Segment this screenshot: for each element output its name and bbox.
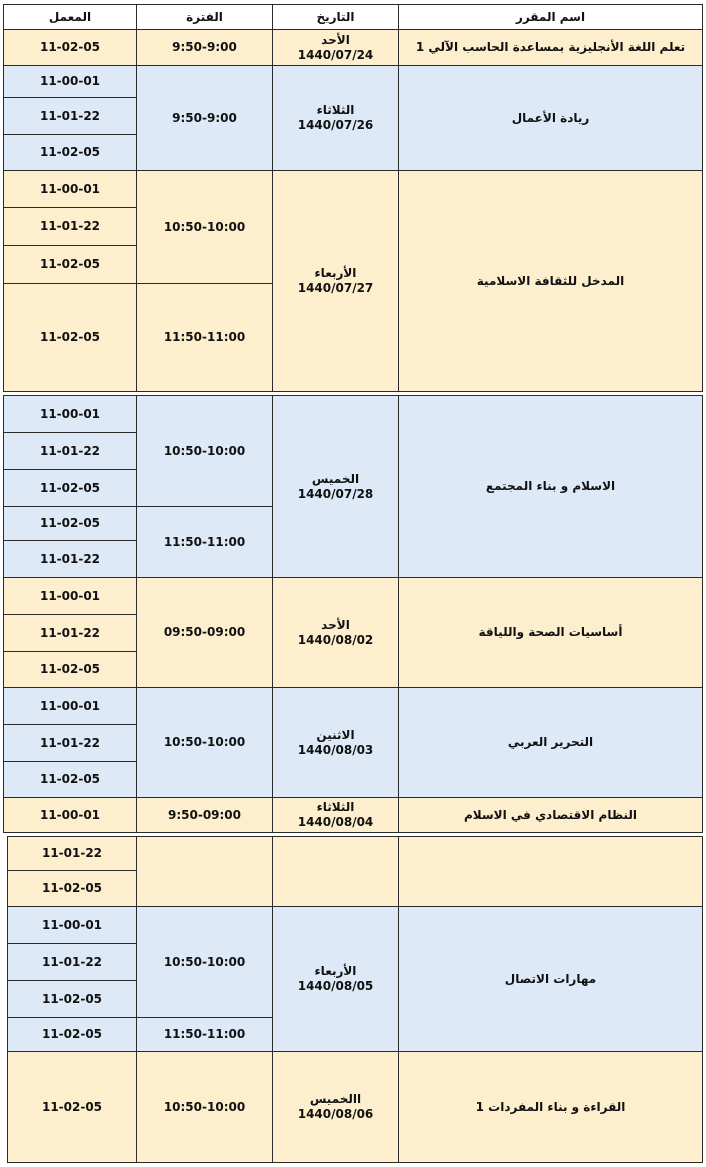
period-cell xyxy=(136,687,273,798)
cell-text: 11-02-05 xyxy=(39,145,101,159)
cell-text: 10:50-10:00 xyxy=(163,954,246,969)
date-cell xyxy=(272,65,399,171)
lab-cell xyxy=(3,207,137,246)
cell-text: 10:50-10:00 xyxy=(163,735,246,749)
lab-cell xyxy=(3,245,137,284)
date-cell xyxy=(272,395,399,578)
cell-text: 11-00-01 xyxy=(39,74,101,88)
cell-text: الاثنين 1440/08/03 xyxy=(297,727,374,757)
cell-text: مهارات الاتصال xyxy=(504,971,597,986)
lab-cell xyxy=(7,980,137,1018)
cell-text: الخميس 1440/07/28 xyxy=(297,471,374,501)
period-cell xyxy=(136,906,273,1018)
lab-cell xyxy=(7,943,137,981)
lab-cell xyxy=(7,1017,137,1052)
cell-text: 11:50-11:00 xyxy=(163,534,246,549)
cell-text: 09:50-09:00 xyxy=(163,625,246,639)
course-cell xyxy=(398,395,703,578)
cell-text: 11-02-05 xyxy=(39,257,101,271)
period-cell xyxy=(136,1051,273,1163)
cell-text: 9:50-09:00 xyxy=(167,807,242,822)
lab-cell xyxy=(7,906,137,944)
cell-text: 9:50-9:00 xyxy=(172,110,237,125)
cell-text: 11-01-22 xyxy=(39,625,101,640)
cell-text: 11-02-05 xyxy=(39,330,101,344)
cell-text: 11-02-05 xyxy=(41,991,103,1006)
cell-text: الثلاثاء 1440/08/04 xyxy=(297,800,374,829)
cell-text: الثلاثاء 1440/07/26 xyxy=(297,103,374,132)
date-cell xyxy=(272,170,399,392)
empty-course-cell xyxy=(398,836,703,907)
lab-cell xyxy=(3,29,137,66)
course-cell xyxy=(398,687,703,798)
cell-text: المعمل xyxy=(48,9,92,24)
lab-cell xyxy=(3,170,137,208)
cell-text: 11-02-05 xyxy=(41,1099,103,1114)
lab-cell xyxy=(7,870,137,907)
cell-text: 11-01-22 xyxy=(39,443,101,458)
lab-cell xyxy=(3,283,137,392)
course-cell xyxy=(398,170,703,392)
cell-text: 11-00-01 xyxy=(39,406,101,421)
lab-cell xyxy=(3,724,137,762)
period-cell xyxy=(136,506,273,578)
cell-text: 11:50-11:00 xyxy=(163,1027,246,1041)
lab-cell xyxy=(3,614,137,652)
cell-text: 11-00-01 xyxy=(39,181,101,196)
header-lab xyxy=(3,4,137,30)
lab-cell xyxy=(3,651,137,688)
lab-cell xyxy=(3,134,137,171)
cell-text: 10:50-10:00 xyxy=(163,443,246,458)
cell-text: 11-02-05 xyxy=(41,1027,103,1041)
cell-text: الفترة xyxy=(186,9,223,24)
cell-text: 11-00-01 xyxy=(41,917,103,932)
lab-cell xyxy=(3,395,137,433)
cell-text: 11-00-01 xyxy=(39,588,101,603)
cell-text: 11-00-01 xyxy=(39,807,101,822)
empty-date-cell xyxy=(272,836,399,907)
lab-cell xyxy=(3,65,137,98)
lab-cell xyxy=(3,797,137,833)
cell-text: 11-01-22 xyxy=(39,108,101,123)
header-course xyxy=(398,4,703,30)
period-cell xyxy=(136,283,273,392)
cell-text: 11-02-05 xyxy=(39,772,101,786)
cell-text: 11-02-05 xyxy=(39,662,101,676)
date-cell xyxy=(272,687,399,798)
cell-text: 11-01-22 xyxy=(39,735,101,750)
course-cell xyxy=(398,65,703,171)
course-cell xyxy=(398,29,703,66)
cell-text: الأحد 1440/08/02 xyxy=(297,617,374,647)
cell-text: 11:50-11:00 xyxy=(163,330,246,344)
lab-cell xyxy=(7,1051,137,1163)
lab-cell xyxy=(3,506,137,541)
cell-text: التاريخ xyxy=(316,9,355,24)
date-cell xyxy=(272,577,399,688)
lab-cell xyxy=(3,432,137,470)
header-date xyxy=(272,4,399,30)
course-cell xyxy=(398,797,703,833)
header-period xyxy=(136,4,273,30)
period-cell xyxy=(136,29,273,66)
cell-text: ريادة الأعمال xyxy=(511,110,590,125)
cell-text: أساسيات الصحة واللياقة xyxy=(478,625,623,639)
cell-text: 11-02-05 xyxy=(39,480,101,495)
cell-text: 11-02-05 xyxy=(39,516,101,530)
cell-text: المدخل للثقافة الاسلامية xyxy=(476,273,625,288)
empty-period-cell xyxy=(136,836,273,907)
cell-text: 10:50-10:00 xyxy=(163,1099,246,1114)
cell-text: 10:50-10:00 xyxy=(163,219,246,234)
period-cell xyxy=(136,65,273,171)
cell-text: الاسلام و بناء المجتمع xyxy=(485,479,616,493)
lab-cell xyxy=(3,577,137,615)
date-cell xyxy=(272,797,399,833)
cell-text: 9:50-9:00 xyxy=(172,40,237,54)
cell-text: 11-01-22 xyxy=(39,219,101,233)
cell-text: القراءة و بناء المفردات 1 xyxy=(475,1099,626,1114)
period-cell xyxy=(136,1017,273,1052)
cell-text: االخميس 1440/08/06 xyxy=(297,1092,374,1121)
cell-text: 11-00-01 xyxy=(39,698,101,713)
cell-text: 11-01-22 xyxy=(41,954,103,969)
period-cell xyxy=(136,170,273,284)
date-cell xyxy=(272,906,399,1052)
cell-text: تعلم اللغة الأنجليزية بمساعدة الحاسب الآلي 1 xyxy=(415,40,686,54)
lab-cell xyxy=(3,540,137,578)
course-cell xyxy=(398,577,703,688)
lab-cell xyxy=(7,836,137,871)
cell-text: الأربعاء 1440/07/27 xyxy=(297,266,374,295)
date-cell xyxy=(272,1051,399,1163)
course-cell xyxy=(398,906,703,1052)
cell-text: 11-01-22 xyxy=(39,551,101,566)
cell-text: 11-01-22 xyxy=(41,846,103,860)
cell-text: الأحد 1440/07/24 xyxy=(297,32,374,62)
course-cell xyxy=(398,1051,703,1163)
period-cell xyxy=(136,577,273,688)
cell-text: 11-02-05 xyxy=(39,40,101,54)
cell-text: اسم المقرر xyxy=(515,9,586,24)
cell-text: 11-02-05 xyxy=(41,881,103,895)
cell-text: التحرير العربي xyxy=(507,735,594,749)
lab-cell xyxy=(3,761,137,798)
lab-cell xyxy=(3,687,137,725)
cell-text: الأربعاء 1440/08/05 xyxy=(297,964,374,993)
lab-cell xyxy=(3,97,137,135)
date-cell xyxy=(272,29,399,66)
period-cell xyxy=(136,395,273,507)
cell-text: النظام الاقتصادي في الاسلام xyxy=(463,807,638,822)
period-cell xyxy=(136,797,273,833)
lab-cell xyxy=(3,469,137,507)
